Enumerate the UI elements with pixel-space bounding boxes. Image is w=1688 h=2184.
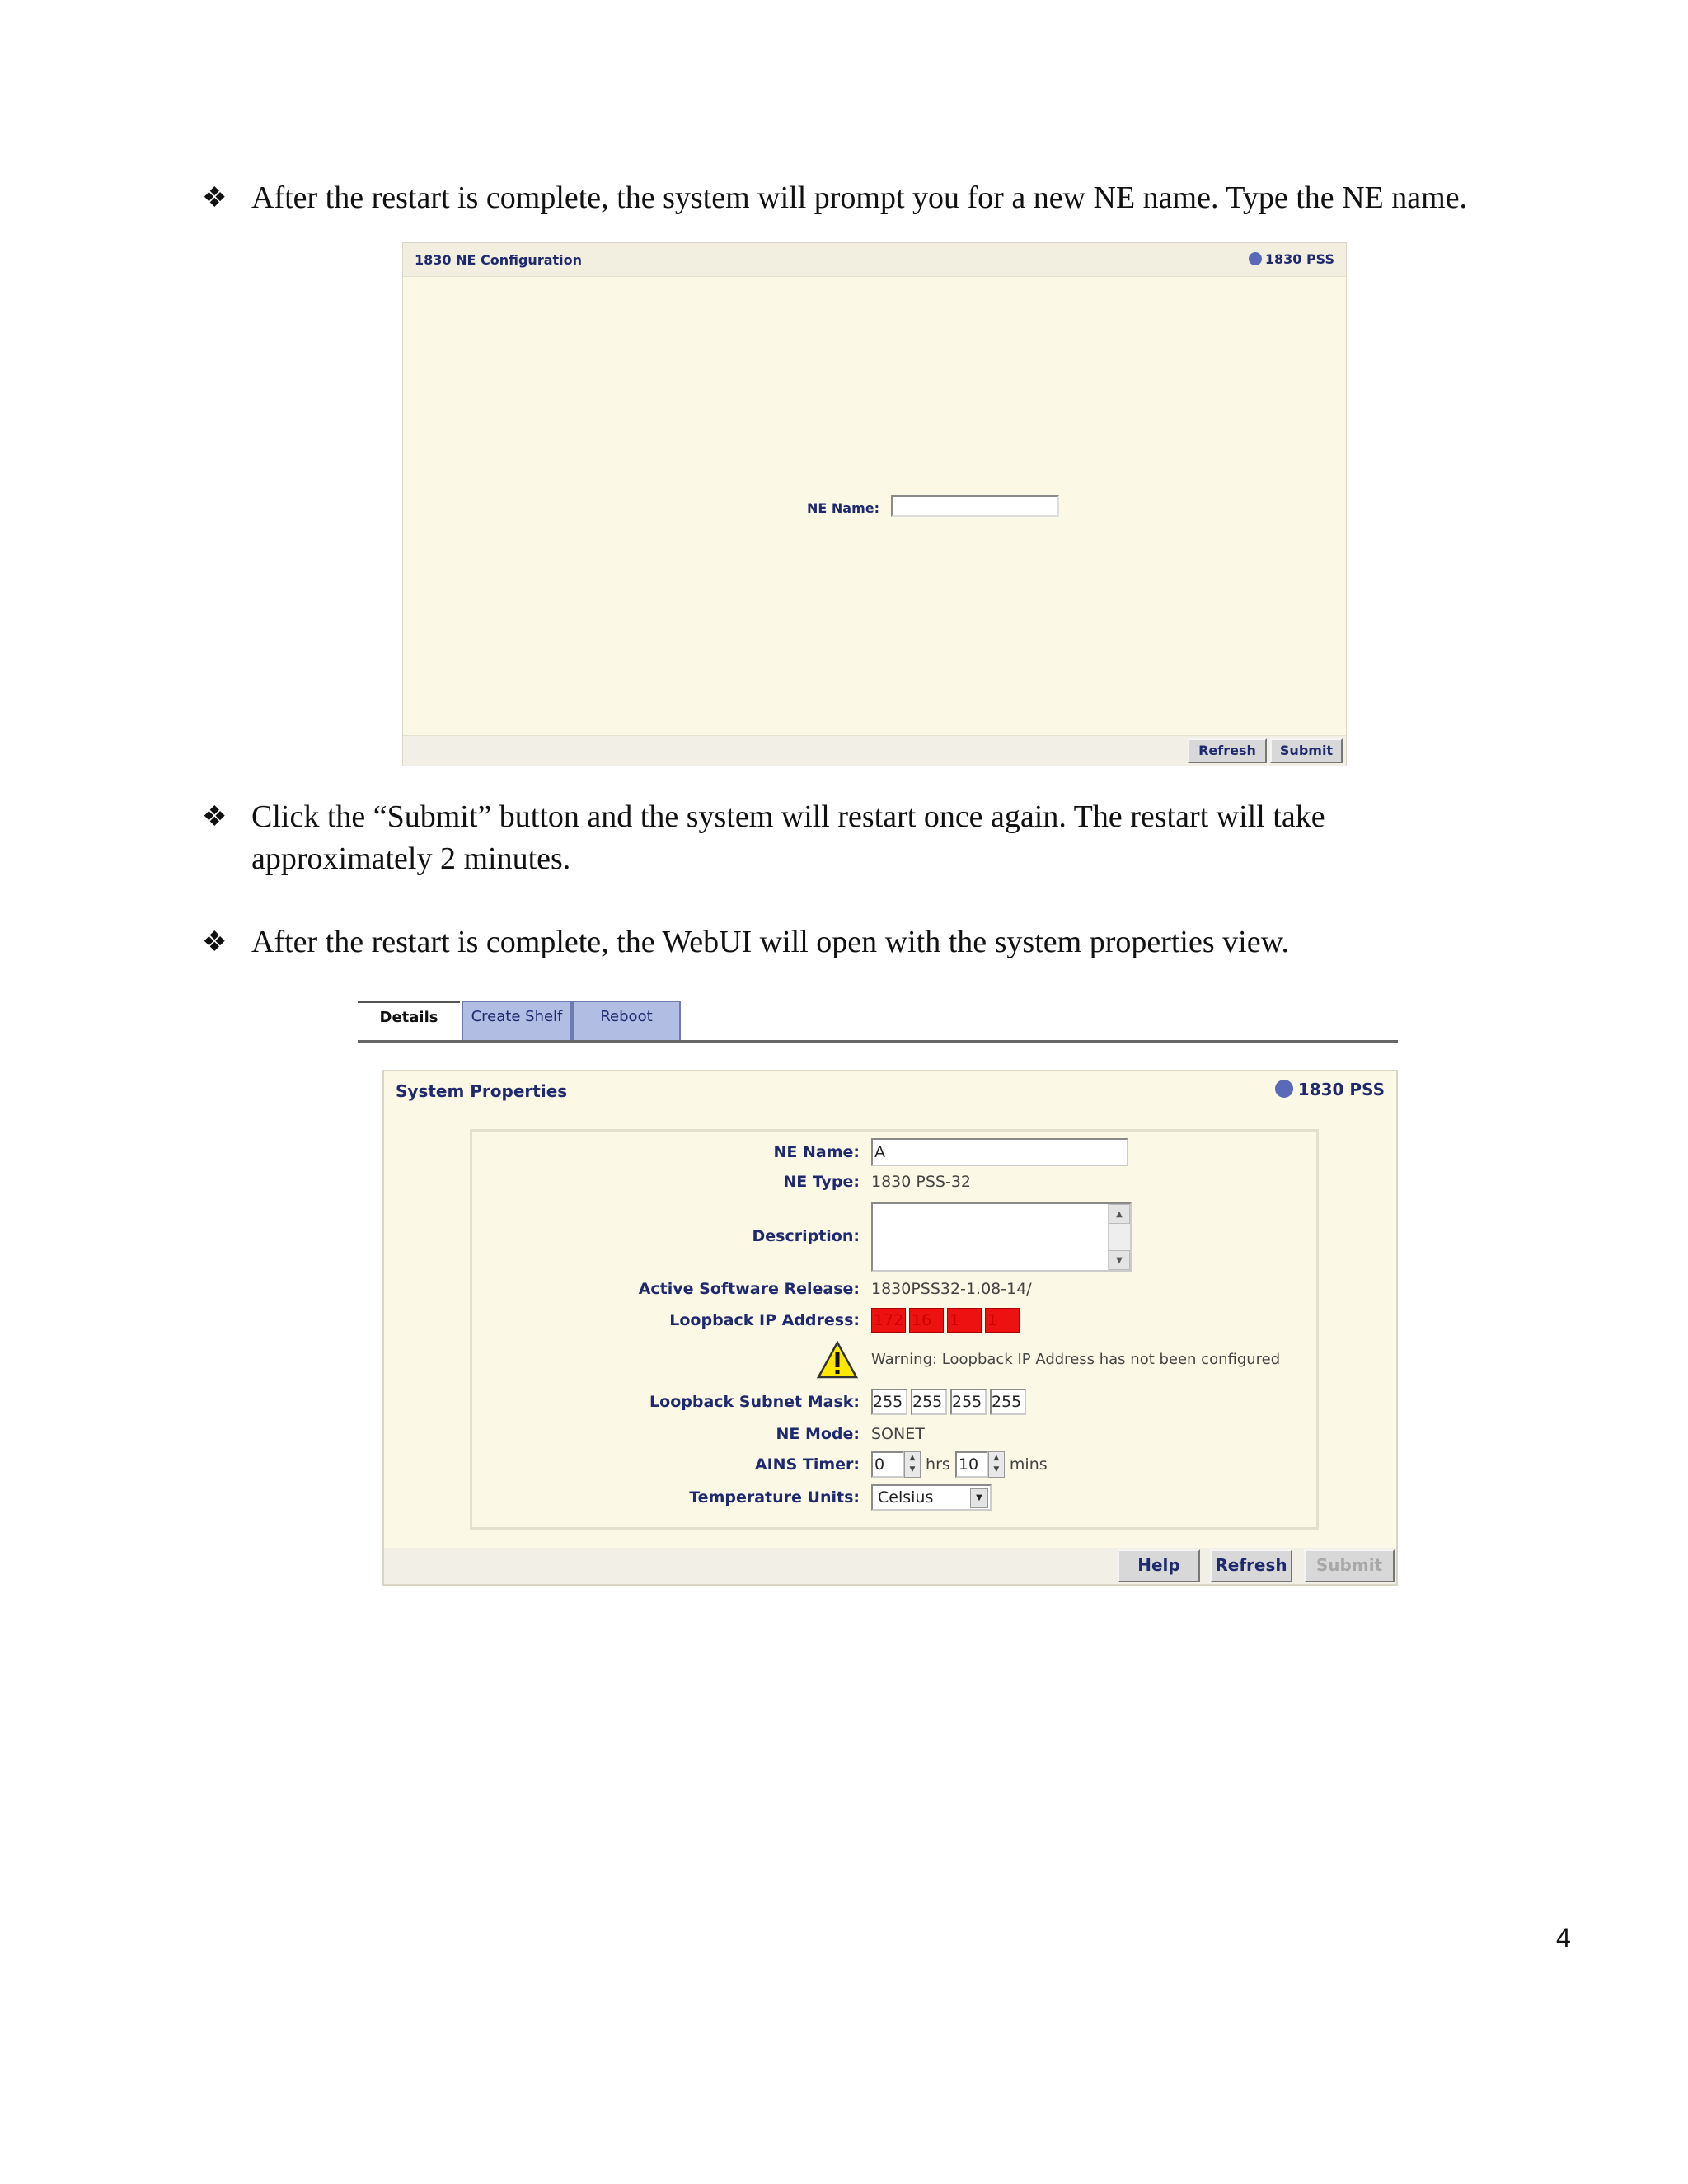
software-release-label: Active Software Release: [638, 1280, 860, 1298]
submit-button[interactable]: Submit [1304, 1549, 1395, 1582]
ains-timer-row [472, 1451, 1316, 1479]
alcatel-logo-icon [1249, 252, 1262, 265]
subnet-mask-octet-4[interactable]: 255 [990, 1389, 1026, 1415]
loopback-ip-octet-1[interactable]: 172 [871, 1308, 906, 1333]
subnet-mask-octet-3[interactable]: 255 [950, 1389, 987, 1415]
minutes-unit-label: mins [1009, 1455, 1048, 1474]
system-properties-screenshot [358, 997, 1398, 2184]
panel-header [384, 1071, 1396, 1108]
loopback-ip-label: Loopback IP Address: [669, 1311, 860, 1329]
loopback-ip-octet-3[interactable]: 1 [947, 1308, 982, 1333]
warning-icon [817, 1341, 858, 1379]
loopback-ip-row [472, 1308, 1316, 1334]
tab-create-shelf[interactable]: Create Shelf [462, 1001, 572, 1040]
tab-bar [358, 997, 1398, 1043]
ne-mode-label: NE Mode: [776, 1425, 860, 1443]
scroll-up-arrow-icon[interactable]: ▲ [1109, 1204, 1130, 1224]
description-textarea[interactable] [871, 1202, 1132, 1272]
temperature-units-label: Temperature Units: [689, 1488, 860, 1507]
chevron-down-icon[interactable]: ▼ [970, 1488, 988, 1508]
ne-name-label: NE Name: [807, 500, 879, 516]
subnet-mask-octet-1[interactable]: 255 [871, 1389, 907, 1415]
bullet-marker: ❖ [202, 183, 227, 213]
page-number: 4 [1556, 1923, 1571, 1952]
loopback-ip-octet-2[interactable]: 16 [909, 1308, 944, 1333]
temperature-units-value: Celsius [878, 1488, 934, 1507]
scroll-down-arrow-icon[interactable]: ▼ [1109, 1250, 1130, 1270]
loopback-ip-octet-4[interactable]: 1 [985, 1308, 1020, 1333]
instruction-text: After the restart is complete, the system will prompt you for a new NE name. Type the NE name. [251, 180, 1468, 215]
window-title: 1830 NE Configuration [415, 252, 583, 268]
ains-hours-spinner[interactable]: ▲ ▼ [904, 1451, 921, 1478]
temperature-units-select[interactable] [871, 1484, 992, 1511]
ne-type-value: 1830 PSS-32 [871, 1173, 972, 1191]
ne-mode-value: SONET [871, 1425, 925, 1443]
software-release-row [472, 1280, 1316, 1303]
submit-button[interactable]: Submit [1270, 738, 1343, 763]
refresh-button[interactable]: Refresh [1210, 1549, 1292, 1582]
tab-details[interactable]: Details [358, 1001, 460, 1040]
subnet-mask-octet-2[interactable]: 255 [911, 1389, 947, 1415]
description-row [472, 1202, 1316, 1272]
ne-name-label: NE Name: [773, 1143, 860, 1161]
instruction-bullet-3 [202, 921, 1570, 963]
help-button[interactable]: Help [1118, 1549, 1200, 1582]
ne-type-row [472, 1173, 1316, 1196]
subnet-mask-fields [871, 1389, 1029, 1415]
subnet-mask-row [472, 1389, 1316, 1417]
description-label: Description: [752, 1227, 860, 1245]
button-bar [384, 1548, 1396, 1584]
ne-name-input[interactable] [891, 495, 1059, 517]
panel-title: System Properties [396, 1081, 568, 1101]
ne-configuration-screenshot [402, 242, 1347, 766]
brand-name: 1830 PSS [1264, 251, 1334, 267]
brand-name: 1830 PSS [1297, 1080, 1385, 1099]
instruction-bullet-1 [202, 177, 1570, 219]
ains-hours-input[interactable]: 0 [871, 1451, 904, 1478]
software-release-value: 1830PSS32-1.08-14/ [871, 1280, 1032, 1298]
instruction-text: After the restart is complete, the WebUI will open with the system properties view. [251, 925, 1290, 959]
description-scrollbar[interactable] [1108, 1204, 1130, 1270]
hours-unit-label: hrs [926, 1455, 950, 1474]
subnet-mask-label: Loopback Subnet Mask: [649, 1393, 860, 1411]
loopback-warning-text: Warning: Loopback IP Address has not been configured [871, 1351, 1281, 1368]
loopback-ip-fields [871, 1308, 1023, 1333]
alcatel-logo-icon [1275, 1080, 1293, 1098]
tab-reboot[interactable]: Reboot [572, 1001, 681, 1040]
bullet-marker: ❖ [202, 927, 227, 958]
ne-mode-row [472, 1425, 1316, 1448]
window-header [403, 243, 1346, 277]
bullet-marker: ❖ [202, 802, 227, 832]
instruction-text: Click the “Submit” button and the system will restart once again. The restart will take approximately 2 minutes. [251, 799, 1325, 876]
temperature-units-row [472, 1484, 1316, 1512]
system-properties-panel [382, 1070, 1398, 1586]
brand-logo [1275, 1080, 1385, 1099]
instruction-bullet-2 [202, 796, 1570, 880]
refresh-button[interactable]: Refresh [1188, 738, 1267, 763]
ains-minutes-input[interactable]: 10 [955, 1451, 988, 1478]
warning-row [472, 1339, 1316, 1384]
ains-minutes-spinner[interactable]: ▲ ▼ [988, 1451, 1005, 1478]
ne-name-row [472, 1138, 1316, 1166]
button-bar [403, 735, 1346, 766]
ne-type-label: NE Type: [783, 1173, 860, 1191]
ains-timer-label: AINS Timer: [754, 1455, 860, 1474]
ne-name-input[interactable]: A [871, 1138, 1128, 1166]
properties-form [470, 1129, 1319, 1530]
brand-logo [1249, 251, 1334, 267]
